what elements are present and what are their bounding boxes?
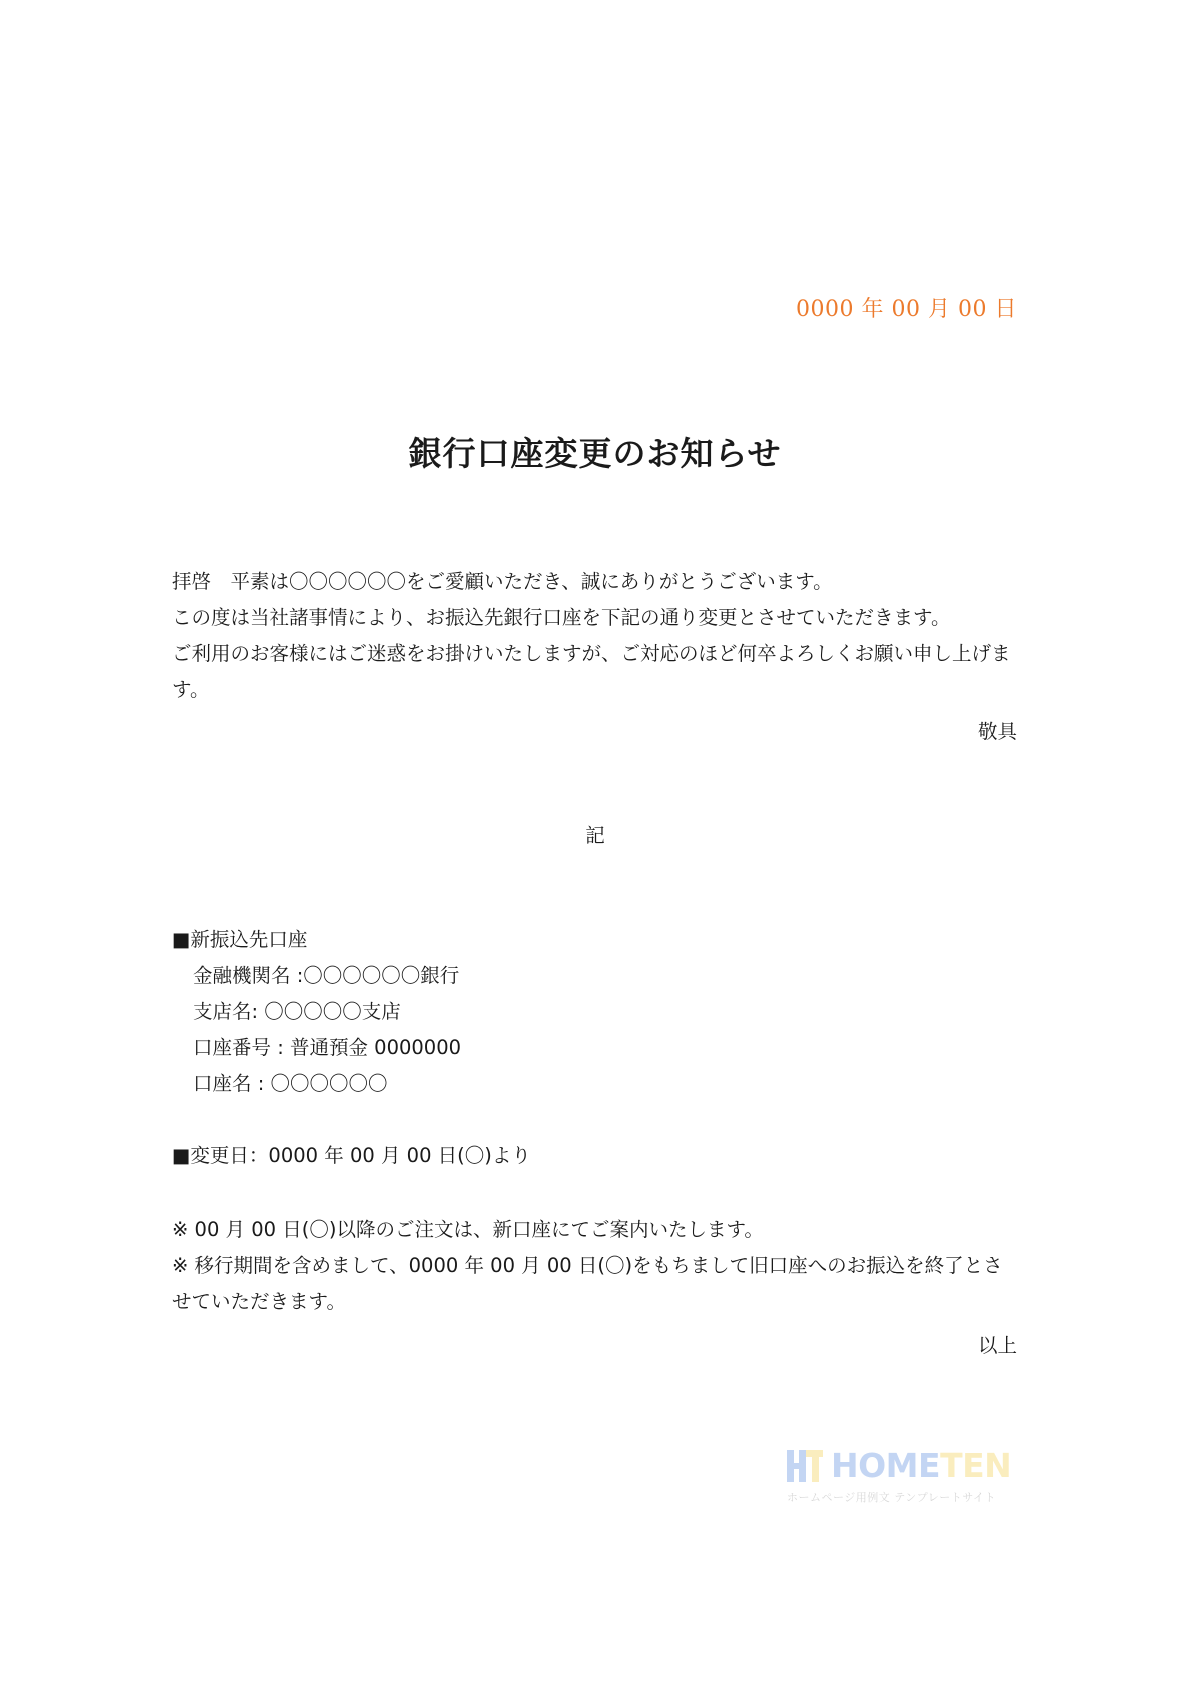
new-account-section [172,922,461,1102]
change-date: ■変更日：0000 年 00 月 00 日(〇)より [172,1144,531,1167]
ki-marker: 記 [585,824,605,847]
document-date: 0000 年 00 月 00 日 [796,297,1017,322]
account-number-row: 口座番号 : 普通預金 0000000 [193,1036,462,1059]
account-heading: ■新振込先口座 [172,928,308,951]
hometen-logo-mark-icon [785,1448,825,1484]
closing-keigu: 敬具 [977,720,1017,743]
note-item: ※ 00 月 00 日(〇)以降のご注文は、新口座にてご案内いたします。 [172,1218,764,1241]
closing-ijou: 以上 [977,1334,1017,1357]
logo-tagline: ホームページ用例文 テンプレートサイト [787,1491,997,1504]
note-item: ※ 移行期間を含めまして、0000 年 00 月 00 日(〇)をもちまして旧口座へのお振込を終了とさせていただきます。 [172,1254,1003,1313]
logo-home-text: HOME [831,1446,941,1485]
logo-ten-text: TEN [940,1446,1012,1485]
hometen-logo-text [831,1446,1011,1486]
body-paragraph: 拝啓 平素は〇〇〇〇〇〇をご愛顧いただき、誠にありがとうございます。 [172,570,833,593]
notes-section [172,1212,1022,1320]
bank-name-row: 金融機関名 :〇〇〇〇〇〇銀行 [193,964,460,987]
greeting-body [172,564,1022,708]
branch-name-row: 支店名: 〇〇〇〇〇支店 [193,1000,401,1023]
hometen-logo [785,1446,1015,1506]
body-paragraph: この度は当社諸事情により、お振込先銀行口座を下記の通り変更とさせていただきます。 [172,606,951,629]
document-title: 銀行口座変更のお知らせ [408,434,782,473]
body-paragraph: ご利用のお客様にはご迷惑をお掛けいたしますが、ご対応のほど何卒よろしくお願い申し上げます。 [172,642,1011,701]
account-name-row: 口座名 : 〇〇〇〇〇〇 [193,1072,388,1095]
